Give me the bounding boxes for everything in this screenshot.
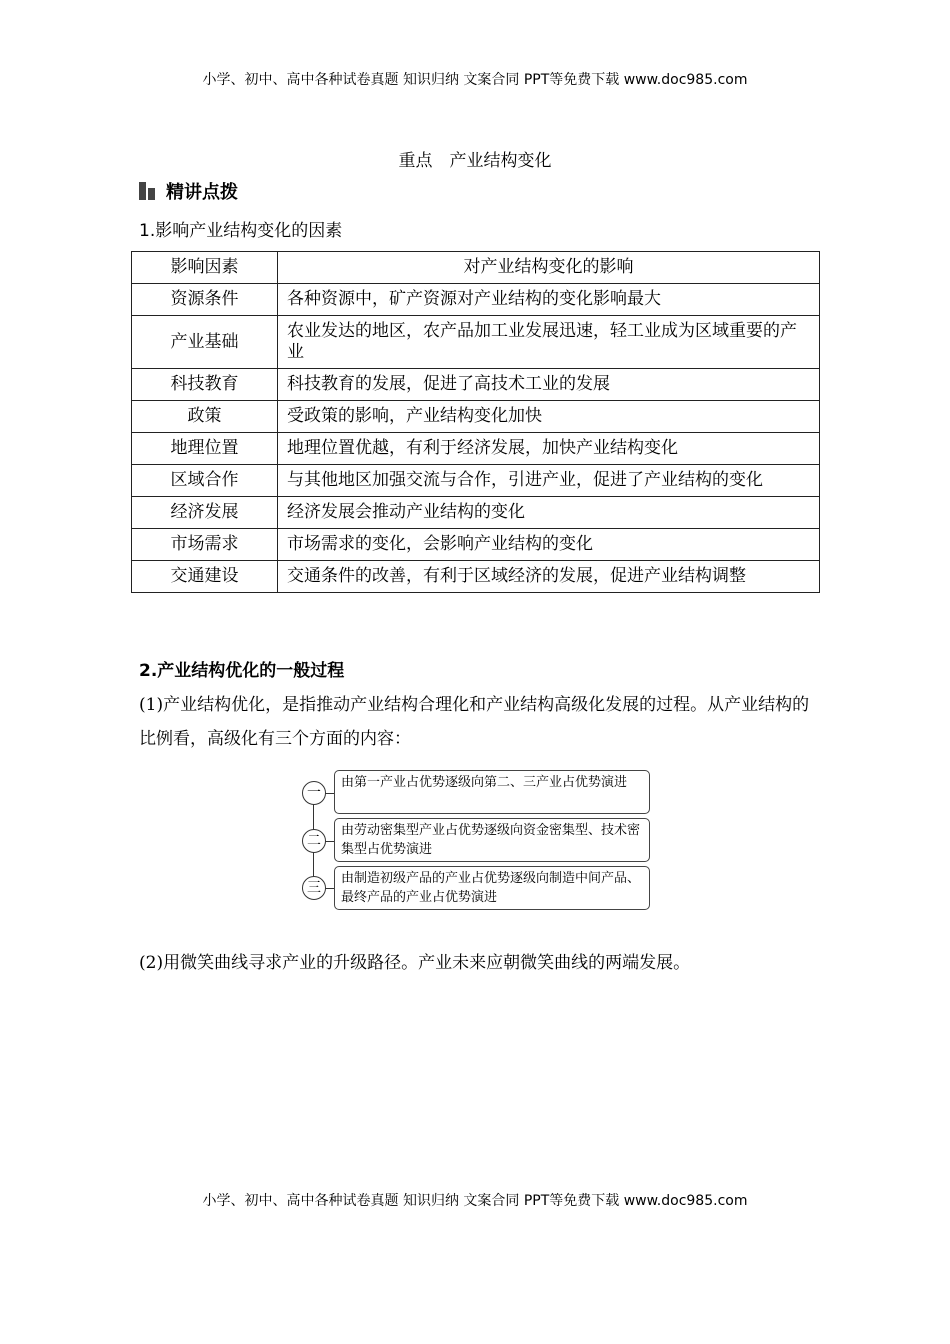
factor-cell: 科技教育: [132, 369, 278, 401]
factor-cell: 区域合作: [132, 465, 278, 497]
page-footer: 小学、初中、高中各种试卷真题 知识归纳 文案合同 PPT等免费下载 www.doc985.com: [202, 1193, 748, 1209]
effect-cell: 经济发展会推动产业结构的变化: [278, 497, 820, 529]
effect-cell: 科技教育的发展，促进了高技术工业的发展: [278, 369, 820, 401]
paragraph-1: (1)产业结构优化，是指推动产业结构合理化和产业结构高级化发展的过程。从产业结构的比例看，高级化有三个方面的内容：: [139, 695, 810, 749]
subsection-1-title: 1.影响产业结构变化的因素: [139, 221, 343, 241]
table-row: [132, 561, 820, 593]
factors-table: [131, 251, 820, 593]
table-header-cell: 影响因素: [132, 252, 278, 284]
effect-cell: 各种资源中，矿产资源对产业结构的变化影响最大: [278, 284, 820, 316]
table-header-cell: 对产业结构变化的影响: [278, 252, 820, 284]
effect-cell: 地理位置优越，有利于经济发展，加快产业结构变化: [278, 433, 820, 465]
step-number-badge: 三: [302, 876, 326, 900]
subsection-2-title: 2.产业结构优化的一般过程: [139, 661, 345, 681]
factor-cell: 产业基础: [132, 316, 278, 369]
factor-cell: 资源条件: [132, 284, 278, 316]
factor-cell: 交通建设: [132, 561, 278, 593]
table-row: [132, 316, 820, 369]
factor-cell: 地理位置: [132, 433, 278, 465]
factor-cell: 经济发展: [132, 497, 278, 529]
table-row: [132, 497, 820, 529]
page-header: 小学、初中、高中各种试卷真题 知识归纳 文案合同 PPT等免费下载 www.doc985.com: [202, 72, 748, 88]
diagram-step-box: 由劳动密集型产业占优势逐级向资金密集型、技术密集型占优势演进: [334, 818, 650, 862]
table-row: [132, 433, 820, 465]
table-header-row: [132, 252, 820, 284]
section-label: 精讲点拨: [166, 182, 238, 203]
factor-cell: 市场需求: [132, 529, 278, 561]
table-row: [132, 369, 820, 401]
page-title: 重点 产业结构变化: [398, 151, 552, 171]
step-number-badge: 一: [302, 781, 326, 805]
diagram-connector: [325, 793, 334, 794]
table-row: [132, 284, 820, 316]
diagram-step-box: 由第一产业占优势逐级向第二、三产业占优势演进: [334, 770, 650, 814]
effect-cell: 交通条件的改善，有利于区域经济的发展，促进产业结构调整: [278, 561, 820, 593]
table-row: [132, 465, 820, 497]
step-number-badge: 二: [302, 829, 326, 853]
paragraph-2: (2)用微笑曲线寻求产业的升级路径。产业未来应朝微笑曲线的两端发展。: [139, 953, 691, 973]
table-row: [132, 401, 820, 433]
section-heading: [139, 178, 238, 204]
effect-cell: 与其他地区加强交流与合作，引进产业，促进了产业结构的变化: [278, 465, 820, 497]
bar-chart-icon: [139, 182, 159, 200]
diagram-step-box: 由制造初级产品的产业占优势逐级向制造中间产品、最终产品的产业占优势演进: [334, 866, 650, 910]
table-row: [132, 529, 820, 561]
effect-cell: 市场需求的变化，会影响产业结构的变化: [278, 529, 820, 561]
effect-cell: 受政策的影响，产业结构变化加快: [278, 401, 820, 433]
factor-cell: 政策: [132, 401, 278, 433]
diagram-connector: [325, 888, 334, 889]
upgrade-diagram: [300, 767, 655, 912]
diagram-connector: [325, 841, 334, 842]
effect-cell: 农业发达的地区，农产品加工业发展迅速，轻工业成为区域重要的产业: [278, 316, 820, 369]
